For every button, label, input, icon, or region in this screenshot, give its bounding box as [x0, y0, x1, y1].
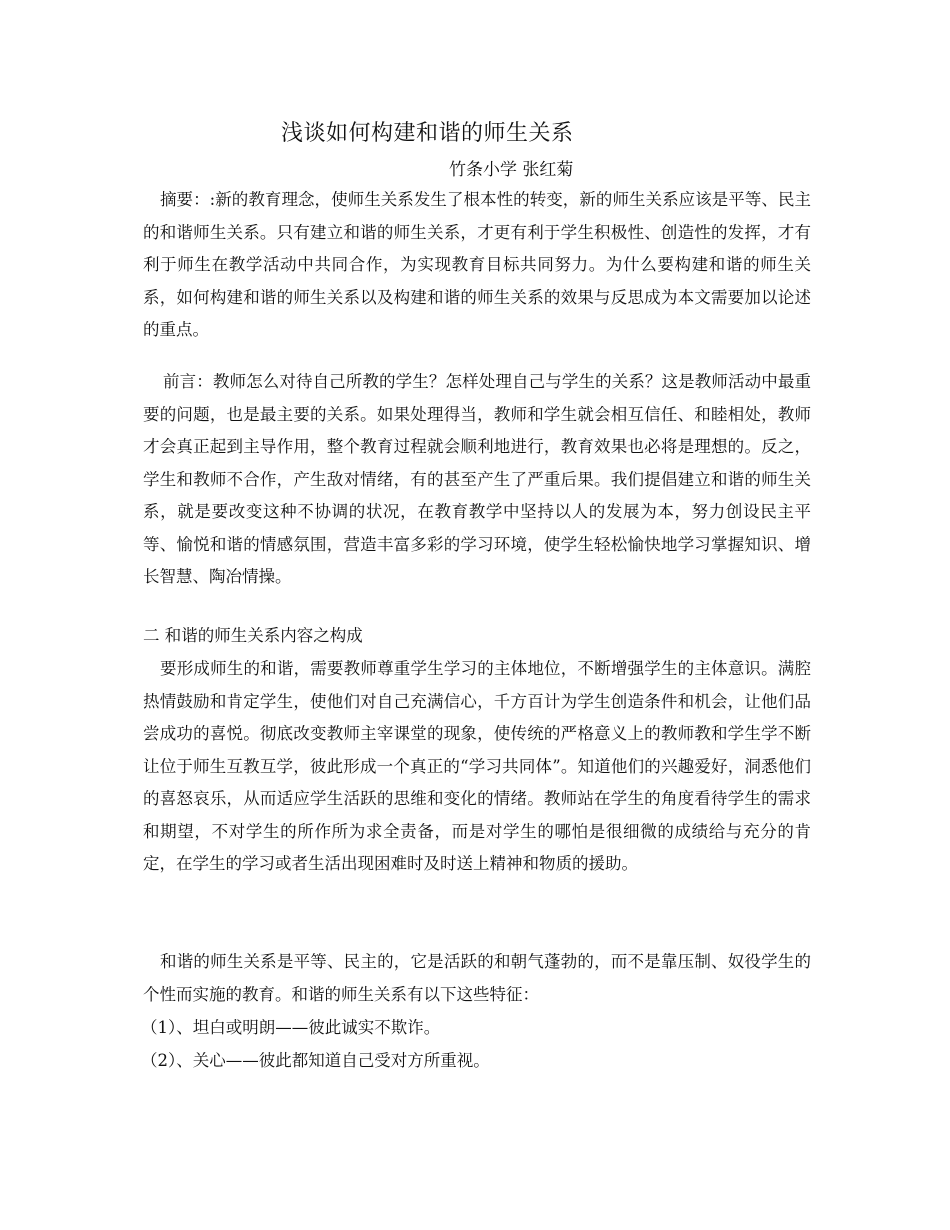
- section-heading: 二 和谐的师生关系内容之构成: [143, 626, 363, 645]
- document-author: 竹条小学 张红菊: [449, 160, 574, 180]
- preface-paragraph: 前言：教师怎么对待自己所教的学生？怎样处理自己与学生的关系？这是教师活动中最重要的问题，也是最主要的关系。如果处理得当，教师和学生就会相互信任、和睦相处，教师才会真正起到主导作用，整个教育过程就会顺利地进行，教育效果也必将是理想的。反之，学生和教师不合作，产生敌对情绪，有的甚至产生了严重后果。我们提倡建立和谐的师生关系，就是要改变这种不协调的状况，在教育教学中坚持以人的发展为本，努力创设民主平等、愉悦和谐的情感氛围，营造丰富多彩的学习环境，使学生轻松愉快地学习掌握知识、增长智慧、陶冶情操。: [143, 372, 811, 586]
- body-paragraph-2: 和谐的师生关系是平等、民主的，它是活跃的和朝气蓬勃的，而不是靠压制、奴役学生的个性而实施的教育。和谐的师生关系有以下这些特征：: [143, 952, 811, 1004]
- body-paragraph-1: 要形成师生的和谐，需要教师尊重学生学习的主体地位，不断增强学生的主体意识。满腔热情鼓励和肯定学生，使他们对自己充满信心，千方百计为学生创造条件和机会，让他们品尝成功的喜悦。彻底改变教师主宰课堂的现象，使传统的严格意义上的教师教和学生学不断让位于师生互教互学，彼此形成一个真正的“学习共同体”。知道他们的兴趣爱好，洞悉他们的喜怒哀乐，从而适应学生活跃的思维和变化的情绪。教师站在学生的角度看待学生的需求和期望，不对学生的所作所为求全责备，而是对学生的哪怕是很细微的成绩给与充分的肯定，在学生的学习或者生活出现困难时及时送上精神和物质的援助。: [143, 659, 811, 873]
- list-item: （2）、关心——彼此都知道自己受对方所重视。: [141, 1051, 490, 1070]
- document-title: 浅谈如何构建和谐的师生关系: [281, 121, 574, 146]
- abstract-paragraph: 摘要：:新的教育理念，使师生关系发生了根本性的转变，新的师生关系应该是平等、民主的和谐师生关系。只有建立和谐的师生关系，才更有利于学生积极性、创造性的发挥，才有利于师生在教学活动中共同合作，为实现教育目标共同努力。为什么要构建和谐的师生关系，如何构建和谐的师生关系以及构建和谐的师生关系的效果与反思成为本文需要加以论述的重点。: [143, 190, 811, 339]
- list-item: （1）、坦白或明朗——彼此诚实不欺诈。: [141, 1018, 441, 1037]
